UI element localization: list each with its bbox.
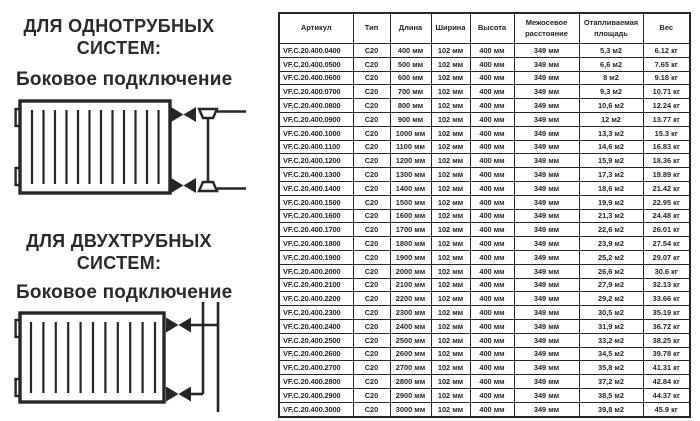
table-cell: 2700 мм: [390, 361, 431, 375]
table-cell: VF.C.20.400.0800: [279, 99, 353, 113]
table-cell: C20: [353, 264, 390, 278]
spec-table: [278, 12, 691, 418]
table-cell: VF.C.20.400.1500: [279, 195, 353, 209]
table-cell: 400 мм: [470, 99, 514, 113]
table-cell: 349 мм: [514, 264, 579, 278]
table-cell: 102 мм: [431, 388, 470, 402]
table-cell: 349 мм: [514, 85, 579, 99]
table-cell: 400 мм: [470, 112, 514, 126]
table-cell: 38.25 кг: [643, 333, 690, 347]
table-cell: 15.3 кг: [643, 126, 690, 140]
table-cell: 400 мм: [390, 44, 431, 58]
table-cell: C20: [353, 71, 390, 85]
table-cell: 26.01 кг: [643, 223, 690, 237]
table-cell: 18.36 кг: [643, 154, 690, 168]
table-cell: 33,2 м2: [579, 333, 643, 347]
column-header: Тип: [353, 13, 390, 44]
table-cell: VF.C.20.400.1400: [279, 181, 353, 195]
table-cell: 17,3 м2: [579, 168, 643, 182]
table-row: [279, 85, 690, 99]
table-cell: 21.42 кг: [643, 181, 690, 195]
table-row: [279, 264, 690, 278]
radiator-tab-bottom: [16, 379, 21, 396]
table-cell: C20: [353, 85, 390, 99]
table-cell: 102 мм: [431, 250, 470, 264]
table-cell: 102 мм: [431, 57, 470, 71]
table-row: [279, 306, 690, 320]
two-pipe-heading: [10, 231, 228, 275]
table-row: [279, 112, 690, 126]
table-row: [279, 154, 690, 168]
table-cell: 13,3 м2: [579, 126, 643, 140]
table-cell: 12.24 кг: [643, 99, 690, 113]
table-cell: C20: [353, 168, 390, 182]
table-cell: C20: [353, 44, 390, 58]
table-cell: 800 мм: [390, 99, 431, 113]
table-cell: 19,9 м2: [579, 195, 643, 209]
table-cell: 7.65 кг: [643, 57, 690, 71]
table-cell: 349 мм: [514, 44, 579, 58]
table-cell: 26,6 м2: [579, 264, 643, 278]
valve-icon-top: [171, 107, 196, 122]
table-cell: 349 мм: [514, 347, 579, 361]
table-cell: 39.78 кг: [643, 347, 690, 361]
table-cell: 349 мм: [514, 237, 579, 251]
table-row: [279, 375, 690, 389]
table-cell: 2300 мм: [390, 306, 431, 320]
table-cell: 10,6 м2: [579, 99, 643, 113]
table-cell: 33.66 кг: [643, 292, 690, 306]
radiator-tab-bottom: [16, 168, 21, 185]
table-cell: 102 мм: [431, 99, 470, 113]
table-cell: 1800 мм: [390, 237, 431, 251]
table-row: [279, 57, 690, 71]
table-cell: 16.83 кг: [643, 140, 690, 154]
table-cell: VF.C.20.400.1200: [279, 154, 353, 168]
table-cell: 1400 мм: [390, 181, 431, 195]
pipes: [208, 112, 246, 189]
radiator-fins: [31, 322, 155, 393]
table-cell: C20: [353, 154, 390, 168]
table-cell: C20: [353, 292, 390, 306]
table-row: [279, 181, 690, 195]
table-cell: 37,2 м2: [579, 375, 643, 389]
table-cell: 400 мм: [470, 388, 514, 402]
radiator-tab-top: [16, 109, 21, 126]
table-cell: C20: [353, 237, 390, 251]
table-cell: 9.18 кг: [643, 71, 690, 85]
table-cell: 25,2 м2: [579, 250, 643, 264]
table-cell: 23,9 м2: [579, 237, 643, 251]
column-header: Высота: [470, 13, 514, 44]
table-cell: 400 мм: [470, 57, 514, 71]
table-cell: 36.72 кг: [643, 319, 690, 333]
table-cell: C20: [353, 375, 390, 389]
spec-table-head: [279, 13, 690, 44]
table-cell: C20: [353, 223, 390, 237]
two-pipe-subheading: Боковое подключение: [16, 282, 233, 303]
table-cell: 349 мм: [514, 278, 579, 292]
table-cell: C20: [353, 126, 390, 140]
table-cell: 22.95 кг: [643, 195, 690, 209]
table-cell: C20: [353, 278, 390, 292]
table-cell: 2000 мм: [390, 264, 431, 278]
table-cell: 102 мм: [431, 278, 470, 292]
table-cell: VF.C.20.400.2500: [279, 333, 353, 347]
column-header: Ширина: [431, 13, 470, 44]
table-cell: VF.C.20.400.1100: [279, 140, 353, 154]
table-cell: VF.C.20.400.0900: [279, 112, 353, 126]
table-cell: 5,3 м2: [579, 44, 643, 58]
table-row: [279, 99, 690, 113]
table-cell: VF.C.20.400.2600: [279, 347, 353, 361]
table-cell: 400 мм: [470, 306, 514, 320]
table-cell: 400 мм: [470, 361, 514, 375]
table-cell: 349 мм: [514, 388, 579, 402]
table-cell: 30,5 м2: [579, 306, 643, 320]
table-cell: 349 мм: [514, 57, 579, 71]
table-cell: 1700 мм: [390, 223, 431, 237]
column-header: Вес: [643, 13, 690, 44]
single-pipe-subheading: Боковое подключение: [16, 69, 233, 90]
table-cell: 400 мм: [470, 237, 514, 251]
table-cell: VF.C.20.400.0700: [279, 85, 353, 99]
table-cell: 12 м2: [579, 112, 643, 126]
table-cell: 102 мм: [431, 195, 470, 209]
table-cell: 1200 мм: [390, 154, 431, 168]
table-cell: 400 мм: [470, 278, 514, 292]
table-cell: VF.C.20.400.2800: [279, 375, 353, 389]
table-cell: 400 мм: [470, 154, 514, 168]
table-cell: 102 мм: [431, 402, 470, 416]
table-cell: 102 мм: [431, 319, 470, 333]
table-row: [279, 278, 690, 292]
two-pipe-radiator-diagram-icon: [14, 296, 254, 414]
table-cell: 349 мм: [514, 71, 579, 85]
table-cell: 349 мм: [514, 209, 579, 223]
table-cell: 400 мм: [470, 223, 514, 237]
table-cell: 1600 мм: [390, 209, 431, 223]
table-cell: 45.9 кг: [643, 402, 690, 416]
table-cell: 30.6 кг: [643, 264, 690, 278]
table-cell: 400 мм: [470, 333, 514, 347]
table-row: [279, 388, 690, 402]
table-cell: 39,8 м2: [579, 402, 643, 416]
table-cell: VF.C.20.400.0500: [279, 57, 353, 71]
table-cell: 349 мм: [514, 181, 579, 195]
table-cell: C20: [353, 319, 390, 333]
valve-icon-bottom: [166, 387, 191, 402]
table-cell: 14,6 м2: [579, 140, 643, 154]
union-fitting-top: [199, 109, 217, 118]
table-cell: 600 мм: [390, 71, 431, 85]
table-cell: 349 мм: [514, 306, 579, 320]
table-cell: 2900 мм: [390, 388, 431, 402]
table-cell: 400 мм: [470, 264, 514, 278]
single-pipe-heading-line2: СИСТЕМ:: [76, 37, 162, 58]
table-cell: 700 мм: [390, 85, 431, 99]
table-cell: 10.71 кг: [643, 85, 690, 99]
table-cell: C20: [353, 112, 390, 126]
table-row: [279, 209, 690, 223]
table-cell: 349 мм: [514, 112, 579, 126]
table-cell: 35.19 кг: [643, 306, 690, 320]
table-cell: 31,9 м2: [579, 319, 643, 333]
table-cell: 102 мм: [431, 361, 470, 375]
table-row: [279, 402, 690, 416]
table-cell: 21,3 м2: [579, 209, 643, 223]
table-cell: VF.C.20.400.2100: [279, 278, 353, 292]
table-cell: 400 мм: [470, 140, 514, 154]
table-cell: 349 мм: [514, 195, 579, 209]
table-cell: 13.77 кг: [643, 112, 690, 126]
table-row: [279, 195, 690, 209]
table-cell: C20: [353, 402, 390, 416]
table-cell: 102 мм: [431, 126, 470, 140]
valve-icon-bottom: [171, 178, 196, 193]
table-cell: 400 мм: [470, 250, 514, 264]
table-cell: 27,9 м2: [579, 278, 643, 292]
table-cell: 400 мм: [470, 168, 514, 182]
table-row: [279, 237, 690, 251]
table-cell: 102 мм: [431, 292, 470, 306]
table-cell: 349 мм: [514, 402, 579, 416]
table-cell: VF.C.20.400.1700: [279, 223, 353, 237]
table-cell: C20: [353, 140, 390, 154]
table-cell: 24.48 кг: [643, 209, 690, 223]
table-cell: 2500 мм: [390, 333, 431, 347]
table-cell: 102 мм: [431, 306, 470, 320]
table-cell: 349 мм: [514, 375, 579, 389]
table-cell: 15,9 м2: [579, 154, 643, 168]
table-cell: 102 мм: [431, 375, 470, 389]
single-pipe-heading: [10, 16, 228, 60]
table-row: [279, 292, 690, 306]
table-cell: 34,5 м2: [579, 347, 643, 361]
table-row: [279, 361, 690, 375]
table-cell: 102 мм: [431, 112, 470, 126]
table-cell: C20: [353, 181, 390, 195]
table-cell: 19.89 кг: [643, 168, 690, 182]
column-header: Артикул: [279, 13, 353, 44]
table-cell: 400 мм: [470, 44, 514, 58]
column-header: Длина: [390, 13, 431, 44]
table-cell: VF.C.20.400.0400: [279, 44, 353, 58]
spec-table-header-row: [279, 13, 690, 44]
table-cell: C20: [353, 388, 390, 402]
table-cell: 2200 мм: [390, 292, 431, 306]
table-cell: 38,5 м2: [579, 388, 643, 402]
table-cell: 349 мм: [514, 319, 579, 333]
table-cell: C20: [353, 99, 390, 113]
table-cell: 102 мм: [431, 44, 470, 58]
table-cell: 349 мм: [514, 168, 579, 182]
table-cell: C20: [353, 250, 390, 264]
table-cell: C20: [353, 209, 390, 223]
column-header: Отапливаемая площадь: [579, 13, 643, 44]
table-cell: VF.C.20.400.1600: [279, 209, 353, 223]
two-pipe-heading-line1: ДЛЯ ДВУХТРУБНЫХ: [26, 231, 212, 251]
table-cell: 400 мм: [470, 71, 514, 85]
column-header: Межосевое расстояние: [514, 13, 579, 44]
table-cell: 35,8 м2: [579, 361, 643, 375]
radiator-fins: [32, 110, 159, 184]
table-cell: 18,6 м2: [579, 181, 643, 195]
table-cell: 22,6 м2: [579, 223, 643, 237]
table-cell: 1100 мм: [390, 140, 431, 154]
table-cell: 500 мм: [390, 57, 431, 71]
table-cell: 102 мм: [431, 154, 470, 168]
table-cell: VF.C.20.400.3000: [279, 402, 353, 416]
table-cell: VF.C.20.400.1000: [279, 126, 353, 140]
table-cell: 1500 мм: [390, 195, 431, 209]
table-row: [279, 126, 690, 140]
table-cell: VF.C.20.400.1300: [279, 168, 353, 182]
table-cell: 349 мм: [514, 126, 579, 140]
table-cell: 2800 мм: [390, 375, 431, 389]
table-row: [279, 347, 690, 361]
single-pipe-radiator-diagram-icon: [14, 98, 254, 198]
table-cell: 349 мм: [514, 99, 579, 113]
table-cell: 102 мм: [431, 71, 470, 85]
table-cell: 102 мм: [431, 264, 470, 278]
two-pipe-heading-line2: СИСТЕМ:: [76, 252, 162, 273]
table-cell: 1000 мм: [390, 126, 431, 140]
table-cell: 42.84 кг: [643, 375, 690, 389]
table-cell: 102 мм: [431, 209, 470, 223]
table-row: [279, 333, 690, 347]
table-cell: 102 мм: [431, 223, 470, 237]
table-cell: 27.54 кг: [643, 237, 690, 251]
table-cell: 900 мм: [390, 112, 431, 126]
table-row: [279, 168, 690, 182]
table-cell: VF.C.20.400.2300: [279, 306, 353, 320]
table-cell: VF.C.20.400.0600: [279, 71, 353, 85]
table-cell: C20: [353, 306, 390, 320]
single-pipe-heading-line1: ДЛЯ ОДНОТРУБНЫХ: [23, 16, 215, 36]
table-cell: 349 мм: [514, 292, 579, 306]
union-fitting-bottom: [199, 182, 217, 191]
table-cell: 102 мм: [431, 85, 470, 99]
table-cell: VF.C.20.400.2200: [279, 292, 353, 306]
pipes: [191, 302, 218, 412]
table-cell: 9,3 м2: [579, 85, 643, 99]
table-cell: C20: [353, 347, 390, 361]
radiator-tab-top: [16, 320, 21, 337]
table-cell: 6,6 м2: [579, 57, 643, 71]
table-cell: C20: [353, 333, 390, 347]
table-cell: VF.C.20.400.1900: [279, 250, 353, 264]
table-cell: 2600 мм: [390, 347, 431, 361]
table-cell: 400 мм: [470, 375, 514, 389]
table-row: [279, 223, 690, 237]
table-cell: 6.12 кг: [643, 44, 690, 58]
table-cell: 44.37 кг: [643, 388, 690, 402]
table-cell: 8 м2: [579, 71, 643, 85]
table-cell: 102 мм: [431, 140, 470, 154]
table-row: [279, 250, 690, 264]
table-cell: 349 мм: [514, 223, 579, 237]
table-cell: C20: [353, 195, 390, 209]
table-cell: 2400 мм: [390, 319, 431, 333]
table-cell: C20: [353, 361, 390, 375]
table-cell: 400 мм: [470, 402, 514, 416]
table-cell: 102 мм: [431, 181, 470, 195]
table-cell: 32.13 кг: [643, 278, 690, 292]
table-cell: 400 мм: [470, 319, 514, 333]
table-cell: VF.C.20.400.2700: [279, 361, 353, 375]
table-cell: 400 мм: [470, 292, 514, 306]
table-cell: 29.07 кг: [643, 250, 690, 264]
table-cell: C20: [353, 57, 390, 71]
valve-icon-top: [166, 318, 191, 333]
table-cell: VF.C.20.400.2900: [279, 388, 353, 402]
table-cell: VF.C.20.400.2400: [279, 319, 353, 333]
table-cell: 102 мм: [431, 168, 470, 182]
left-panel: [0, 0, 277, 421]
table-cell: 1900 мм: [390, 250, 431, 264]
table-row: [279, 319, 690, 333]
table-cell: 400 мм: [470, 347, 514, 361]
table-cell: 41.31 кг: [643, 361, 690, 375]
table-cell: 3000 мм: [390, 402, 431, 416]
table-cell: 2100 мм: [390, 278, 431, 292]
table-cell: 349 мм: [514, 140, 579, 154]
table-cell: VF.C.20.400.1800: [279, 237, 353, 251]
table-cell: 349 мм: [514, 250, 579, 264]
table-cell: 102 мм: [431, 237, 470, 251]
table-cell: 400 мм: [470, 85, 514, 99]
table-cell: 102 мм: [431, 333, 470, 347]
table-cell: 349 мм: [514, 361, 579, 375]
table-cell: 349 мм: [514, 333, 579, 347]
table-row: [279, 71, 690, 85]
table-cell: 29,2 м2: [579, 292, 643, 306]
table-cell: 1300 мм: [390, 168, 431, 182]
table-cell: 349 мм: [514, 154, 579, 168]
table-cell: VF.C.20.400.2000: [279, 264, 353, 278]
table-cell: 400 мм: [470, 181, 514, 195]
table-row: [279, 140, 690, 154]
table-cell: 400 мм: [470, 126, 514, 140]
spec-table-body: [279, 44, 690, 417]
table-cell: 102 мм: [431, 347, 470, 361]
table-row: [279, 44, 690, 58]
table-cell: 400 мм: [470, 209, 514, 223]
table-cell: 400 мм: [470, 195, 514, 209]
